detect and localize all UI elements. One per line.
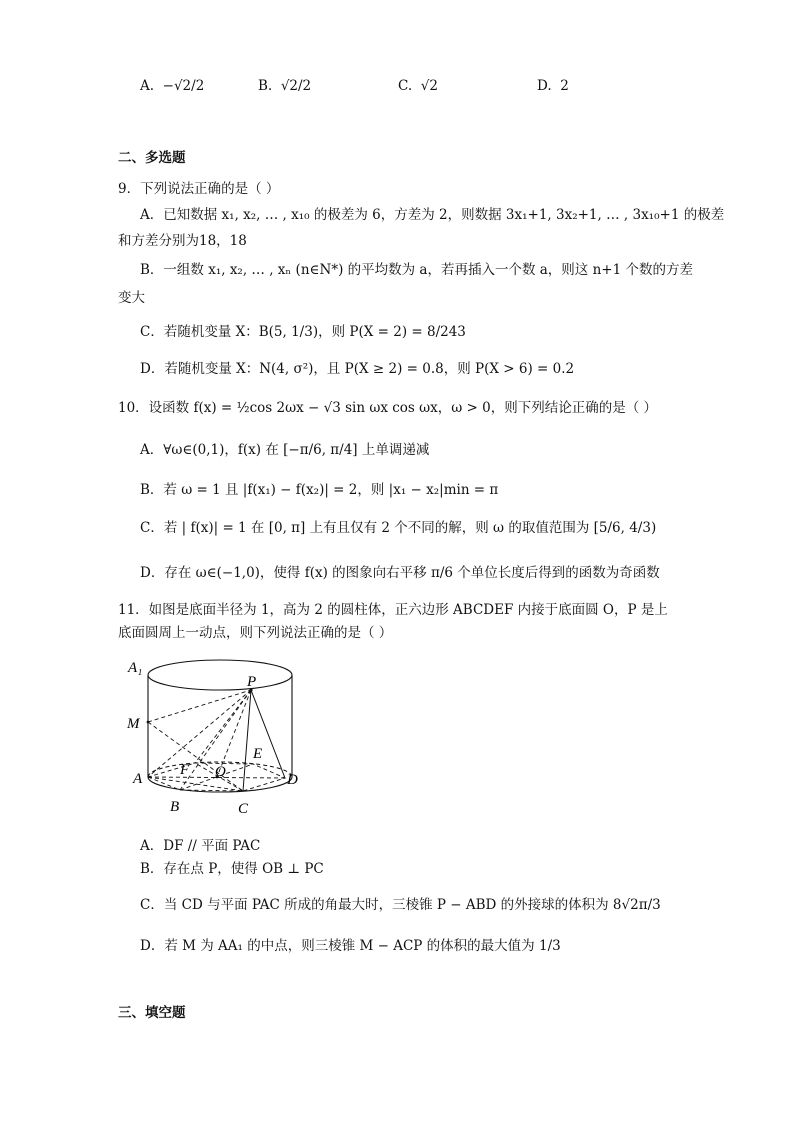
segment-ac — [148, 777, 243, 791]
q10-stem: 10．设函数 f(x) = ½cos 2ωx − √3 sin ωx cos ωx，ω > 0，则下列结论正确的是（ ） — [118, 400, 658, 416]
segment-mp — [148, 690, 251, 722]
label-o: O — [215, 764, 226, 780]
q8-option-a — [140, 78, 204, 94]
label-a1: A₁ — [128, 660, 143, 676]
q8-option-d-value: 2 — [560, 78, 569, 94]
q9-option-b-line2: 变大 — [118, 290, 145, 306]
section-title-multi-choice: 二、多选题 — [118, 150, 186, 166]
label-p: P — [247, 674, 257, 690]
label-e: E — [253, 746, 263, 762]
top-base-circle — [148, 660, 292, 690]
label-a: A — [133, 771, 143, 787]
segment-mc — [148, 722, 243, 791]
q11-option-b: B．存在点 P，使得 OB ⊥ PC — [140, 861, 324, 877]
q8-option-b — [258, 78, 311, 94]
q9-option-c: C．若随机变量 X：B(5, 1/3)，则 P(X = 2) = 8/243 — [140, 324, 466, 340]
q9-option-a-line2: 和方差分别为18，18 — [118, 233, 247, 249]
label-f: F — [180, 762, 190, 778]
q11-option-d: D．若 M 为 AA₁ 的中点，则三棱锥 M − ACP 的体积的最大值为 1/3 — [140, 938, 561, 954]
point-m — [147, 721, 150, 724]
q9-option-b-line1: B．一组数 x₁, x₂, … , xₙ (n∈N*) 的平均数为 a，若再插入一个数 a，则这 n+1 个数的方差 — [140, 262, 693, 278]
q8-option-c-label: C. — [398, 78, 413, 94]
label-b: B — [170, 799, 180, 815]
label-c: C — [238, 801, 249, 817]
q8-option-a-label: A. — [140, 78, 155, 94]
q10-option-b: B．若 ω = 1 且 |f(x₁) − f(x₂)| = 2，则 |x₁ − x₂|min = π — [140, 482, 499, 498]
q9-option-a-line1: A．已知数据 x₁, x₂, … , x₁₀ 的极差为 6，方差为 2，则数据 3x₁+1, 3x₂+1, … , 3x₁₀+1 的极差 — [140, 207, 725, 223]
q8-option-c-value: √2 — [420, 78, 438, 94]
q11-option-a: A．DF // 平面 PAC — [140, 838, 261, 854]
q11-stem-line1: 11．如图是底面半径为 1，高为 2 的圆柱体，正六边形 ABCDEF 内接于底面圆 O，P 是上 — [118, 602, 668, 618]
q8-option-c — [398, 78, 438, 94]
q10-option-d: D．存在 ω∈(−1,0)，使得 f(x) 的图象向右平移 π/6 个单位长度后得到的函数为奇函数 — [140, 565, 660, 581]
label-m: M — [127, 716, 140, 732]
q8-option-d — [537, 78, 569, 94]
q9-option-d: D．若随机变量 X：N(4, σ²)，且 P(X ≥ 2) = 0.8，则 P(X > 6) = 0.2 — [140, 361, 575, 377]
segment-pa — [148, 690, 251, 777]
q8-option-a-value: −√2/2 — [162, 78, 205, 94]
label-d: D — [287, 772, 298, 788]
segment-pf — [195, 690, 251, 763]
cylinder-figure — [125, 650, 315, 820]
q8-option-b-label: B. — [258, 78, 273, 94]
segment-pd — [251, 690, 285, 778]
q10-option-a: A．∀ω∈(0,1)，f(x) 在 [−π/6, π/4] 上单调递减 — [140, 442, 430, 458]
q8-option-b-value: √2/2 — [280, 78, 312, 94]
q9-stem: 9．下列说法正确的是（ ） — [118, 181, 280, 197]
q10-option-c: C．若 | f(x)| = 1 在 [0, π] 上有且仅有 2 个不同的解，则 ω 的取值范围为 [5/6, 4/3) — [140, 520, 657, 536]
segment-pc — [243, 690, 251, 791]
q8-option-d-label: D. — [537, 78, 552, 94]
q11-option-c: C．当 CD 与平面 PAC 所成的角最大时，三棱锥 P − ABD 的外接球的体积为 8√2π/3 — [140, 897, 661, 913]
q11-stem-line2: 底面圆周上一动点，则下列说法正确的是（ ） — [118, 625, 393, 641]
section-title-fill-in: 三、填空题 — [118, 1005, 186, 1021]
